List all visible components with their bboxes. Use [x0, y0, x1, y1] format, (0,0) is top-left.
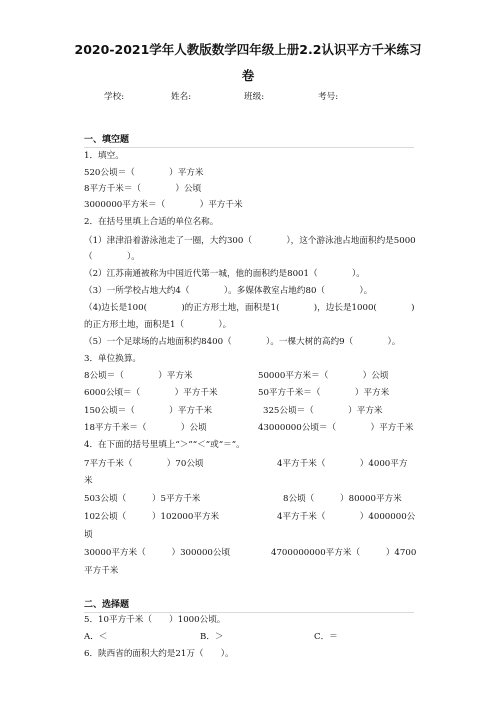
- compare-item: 503公顷（ ）5平方千米: [84, 494, 201, 504]
- compare-item: 4700000000平方米（ ）4700: [271, 548, 417, 558]
- exam-number-label: 考号:: [318, 92, 339, 102]
- question-2-line: （ ）。: [84, 252, 140, 262]
- compare-item-continued: 顷: [84, 530, 93, 540]
- page-title-line1: 2020-2021学年人教版数学四年级上册2.2认识平方千米练习: [74, 42, 422, 57]
- compare-item: 4平方千米（ ）4000000公: [277, 512, 416, 522]
- compare-item: 8公顷（ ）80000平方米: [283, 494, 402, 504]
- compare-item-continued: 米: [84, 476, 93, 486]
- question-2-line: （2）江苏南通被称为中国近代第一城，他的面积约是8001（ ）。: [84, 269, 365, 279]
- compare-item: 30000平方米（ ）300000公顷: [84, 548, 231, 558]
- conversion-item: 325公顷＝（ ）平方米: [263, 406, 383, 416]
- page-title-line2: 卷: [241, 68, 255, 83]
- question-4-stem: 4．在下面的括号里填上“＞”“＜”或“＝”。: [84, 440, 245, 450]
- question-2-line: 的正方形土地，面积是1（ ）。: [84, 320, 232, 330]
- conversion-item: 50000平方米＝（ ）公顷: [258, 371, 389, 381]
- compare-item: 7平方千米（ ）70公顷: [84, 459, 204, 469]
- question-2-line: （3）一所学校占地大约4（ ）。多媒体教室占地约80（ ）。: [84, 286, 373, 296]
- compare-item: 4平方千米（ ）4000平方: [277, 459, 408, 469]
- question-1-line: 520公顷＝（ ）平方米: [84, 168, 204, 178]
- question-2-line: （5）一个足球场的占地面积约8400（ ）。一棵大树的高约9（ ）。: [84, 337, 401, 347]
- question-2-line: （4)边长是100( )的正方形土地，面积是1( )，边长是1000( ): [84, 303, 415, 313]
- conversion-item: 18平方千米＝（ ）公顷: [84, 423, 207, 433]
- compare-item: 102公顷（ ）102000平方米: [84, 512, 220, 522]
- question-1-line: 3000000平方米＝（ ）平方千米: [84, 200, 243, 210]
- conversion-item: 50平方千米＝（ ）平方米: [258, 388, 390, 398]
- page-title: [60, 42, 436, 83]
- question-1-stem: 1．填空。: [84, 151, 124, 161]
- question-6-stem: 6．陕西省的面积大约是21万（ ）。: [84, 649, 234, 659]
- question-3-stem: 3．单位换算。: [84, 354, 142, 364]
- question-2-stem: 2．在括号里填上合适的单位名称。: [84, 217, 219, 227]
- option-a[interactable]: A．＜: [84, 632, 108, 642]
- question-1-line: 8平方千米＝（ ）公顷: [84, 184, 202, 194]
- conversion-item: 43000000公顷＝（ ）平方千米: [258, 423, 414, 433]
- section-heading-fill-blank: 一、填空题: [84, 135, 130, 145]
- option-b[interactable]: B．＞: [200, 632, 224, 642]
- conversion-item: 150公顷＝（ ）平方千米: [84, 406, 213, 416]
- section-heading-multiple-choice: 二、选择题: [84, 600, 130, 610]
- name-label: 姓名:: [171, 92, 192, 102]
- class-label: 班级:: [244, 92, 265, 102]
- section-divider: [84, 612, 414, 613]
- conversion-item: 8公顷＝（ ）平方米: [84, 371, 193, 381]
- conversion-item: 6000公顷＝（ ）平方千米: [84, 388, 218, 398]
- section-divider: [84, 147, 414, 148]
- compare-item-continued: 平方千米: [84, 566, 119, 576]
- question-5-stem: 5．10平方千米（ ）1000公顷。: [84, 615, 226, 625]
- school-label: 学校:: [104, 92, 125, 102]
- question-2-line: （1）津津沿着游泳池走了一圈，大约300（ ），这个游泳池占地面积约是5000: [84, 236, 416, 246]
- option-c[interactable]: C．＝: [314, 632, 338, 642]
